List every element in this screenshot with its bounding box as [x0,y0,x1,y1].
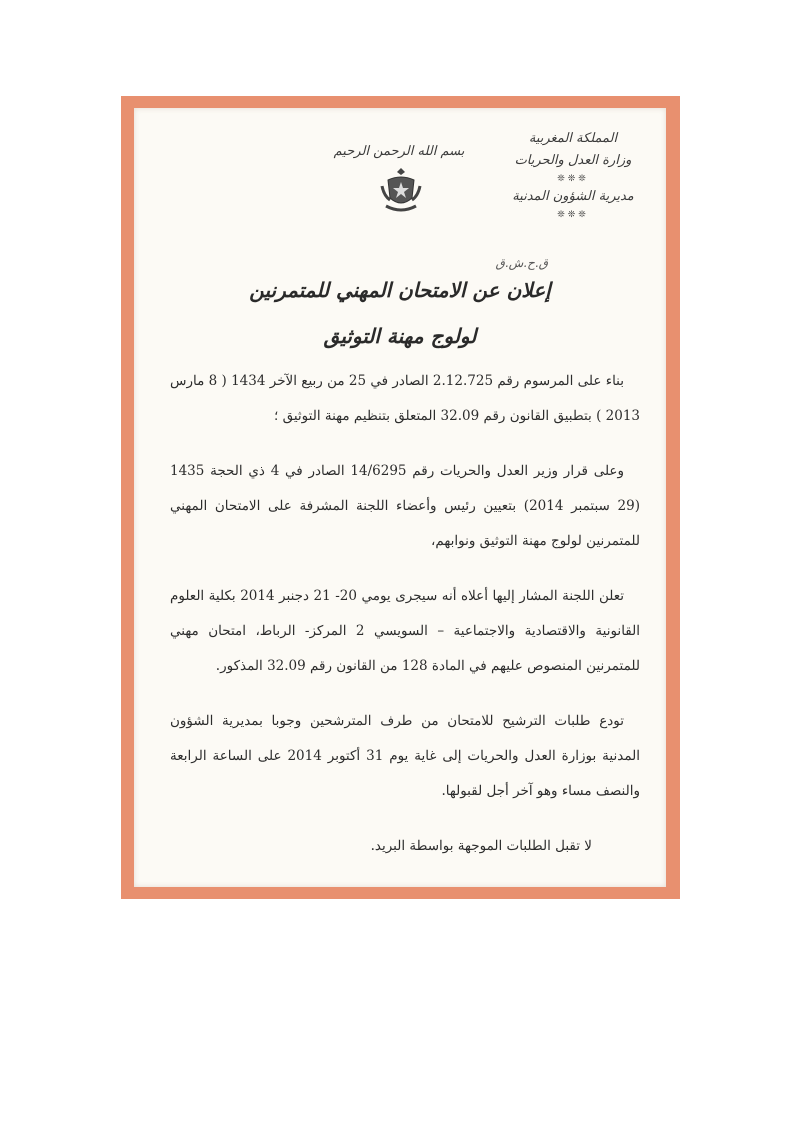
paragraph-postal-notice: لا تقبل الطلبات الموجهة بواسطة البريد. [370,838,592,854]
paragraph-exam-dates: تعلن اللجنة المشار إليها أعلاه أنه سيجرى يومي 20- 21 دجنبر 2014 بكلية العلوم القانونية والاقتصادية والاجتماعية – السويسي 2 المركز- الرباط، امتحان مهني للمتمرنين المنصوص عليهم في المادة 128 من القانون رقم 32.09 المذكور. [170,588,640,674]
paragraph-application-deadline: تودع طلبات الترشيح للامتحان من طرف المترشحين وجوبا بمديرية الشؤون المدنية بوزارة العدل والحريات إلى غاية يوم 31 أكتوبر 2014 على الساعة الرابعة والنصف مساء وهو آخر أجل لقبولها. [170,713,640,799]
announcement-subtitle: لولوج مهنة التوثيق [323,324,477,348]
ministry-name: وزارة العدل والحريات [514,153,632,168]
separator-stars: ❊❊❊ [557,174,589,184]
scan-frame [121,96,680,899]
separator-stars: ❊❊❊ [557,210,589,220]
reference-code: ق.ح.ش.ق [495,256,548,270]
paragraph-ministerial-decision: وعلى قرار وزير العدل والحريات رقم 14/6295 الصادر في 4 ذي الحجة 1435 (29 سبتمبر 2014) بتعيين رئيس وأعضاء اللجنة المشرفة على الامتحان المهني للمتمرنين لولوج مهنة التوثيق ونوابهم، [170,463,640,549]
paragraph-decree: بناء على المرسوم رقم 2.12.725 الصادر في 25 من ربيع الآخر 1434 ( 8 مارس 2013 ) بتطبيق القانون رقم 32.09 المتعلق بتنظيم مهنة التوثيق ؛ [170,373,640,424]
coat-of-arms-icon [380,166,422,214]
basmala: بسم الله الرحمن الرحيم [333,144,465,159]
announcement-body [170,364,640,884]
announcement-title: إعلان عن الامتحان المهني للمتمرنين [249,278,551,302]
directorate-name: مديرية الشؤون المدنية [512,189,634,204]
letterhead [498,128,648,222]
document-page [134,108,666,887]
kingdom-name: المملكة المغربية [528,131,618,146]
